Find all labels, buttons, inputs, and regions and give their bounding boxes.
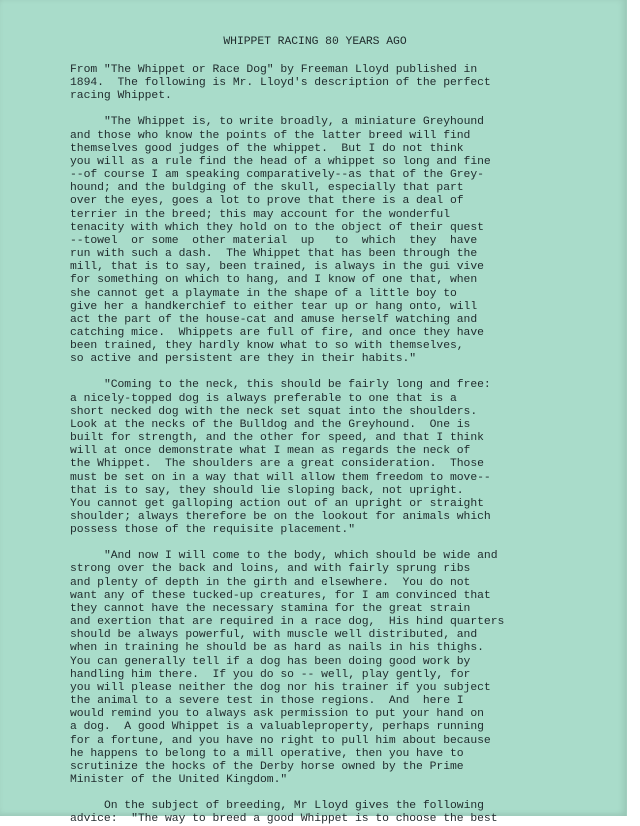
paragraph-gap [70,537,560,550]
head-description-paragraph: "The Whippet is, to write broadly, a miniature Greyhound and those who know the points of the latter breed will find themselves good judges of the whippet. But I do not think you will as a rule find the head of a whippet so long and fine --of course I am speaking comparatively--as that of the Grey- hound; and the buldging of the skull, especially that part over the eyes, goes a lot to prove that there is a deal of terrier in the breed; this may account for the wonderful tenacity with which they hold on to the object of their quest --towel or some other material up to which they have run with such a dash. The Whippet that has been through the mill, that is to say, been trained, is always in the gui vive for something on which to hang, and I know of one that, when she cannot get a playmate in the shape of a little boy to give her a handkerchief to either tear up or hang onto, will act the part of the house-cat and amuse herself watching and catching mice. Whippets are full of fire, and once they have been trained, they hardly know what to so with themselves, so active and persistent are they in their habits." [70,116,491,366]
neck-description-paragraph: "Coming to the neck, this should be fairly long and free: a nicely-topped dog is always preferable to one that is a short necked dog with the neck set squat into the shoulders. Look at the necks of the Bulldog and the Greyhound. One is built for strength, and the other for speed, and that I think will at once demonstrate what I mean as regards the neck of the Whippet. The shoulders are a great consideration. Those must be set on in a way that will allow them freedom to move-- that is to say, they should lie sloping back, not upright. You cannot get galloping action out of an upright or straight shoulder; always therefore be on the lookout for animals which possess those of the requisite placement." [70,379,491,537]
intro-paragraph: From "The Whippet or Race Dog" by Freeman Lloyd published in 1894. The following is Mr. Lloyd's description of the perfect racing Whippet. [70,64,491,103]
body-description-paragraph: "And now I will come to the body, which should be wide and strong over the back and loins, and with fairly sprung ribs and plenty of depth in the girth and elsewhere. You do not want any of these tucked-up creatures, for I am convinced that they cannot have the necessary stamina for the great strain and exertion that are required in a race dog, His hind quarters should be always powerful, with muscle well distributed, and when in training he should be as hard as nails in his thighs. You can generally tell if a dog has been doing good work by handling him there. If you do so -- well, play gently, for you will please neither the dog nor his trainer if you subject the animal to a severe test in those regions. And here I would remind you to always ask permission to put your hand on a dog. A good Whippet is a valuableproperty, perhaps running for a fortune, and you have no right to pull him about because he happens to belong to a mill operative, then you have to scrutinize the hocks of the Derby horse owned by the Prime Minister of the United Kingdom." [70,550,505,786]
page-title: WHIPPET RACING 80 YEARS AGO [223,36,407,48]
paragraph-gap [70,787,560,800]
typewritten-page [70,36,560,826]
breeding-paragraph: On the subject of breeding, Mr Lloyd gives the following advice: "The way to breed a good Whippet is to choose the best [70,800,498,826]
paragraph-gap [70,103,560,116]
paragraph-gap [70,366,560,379]
